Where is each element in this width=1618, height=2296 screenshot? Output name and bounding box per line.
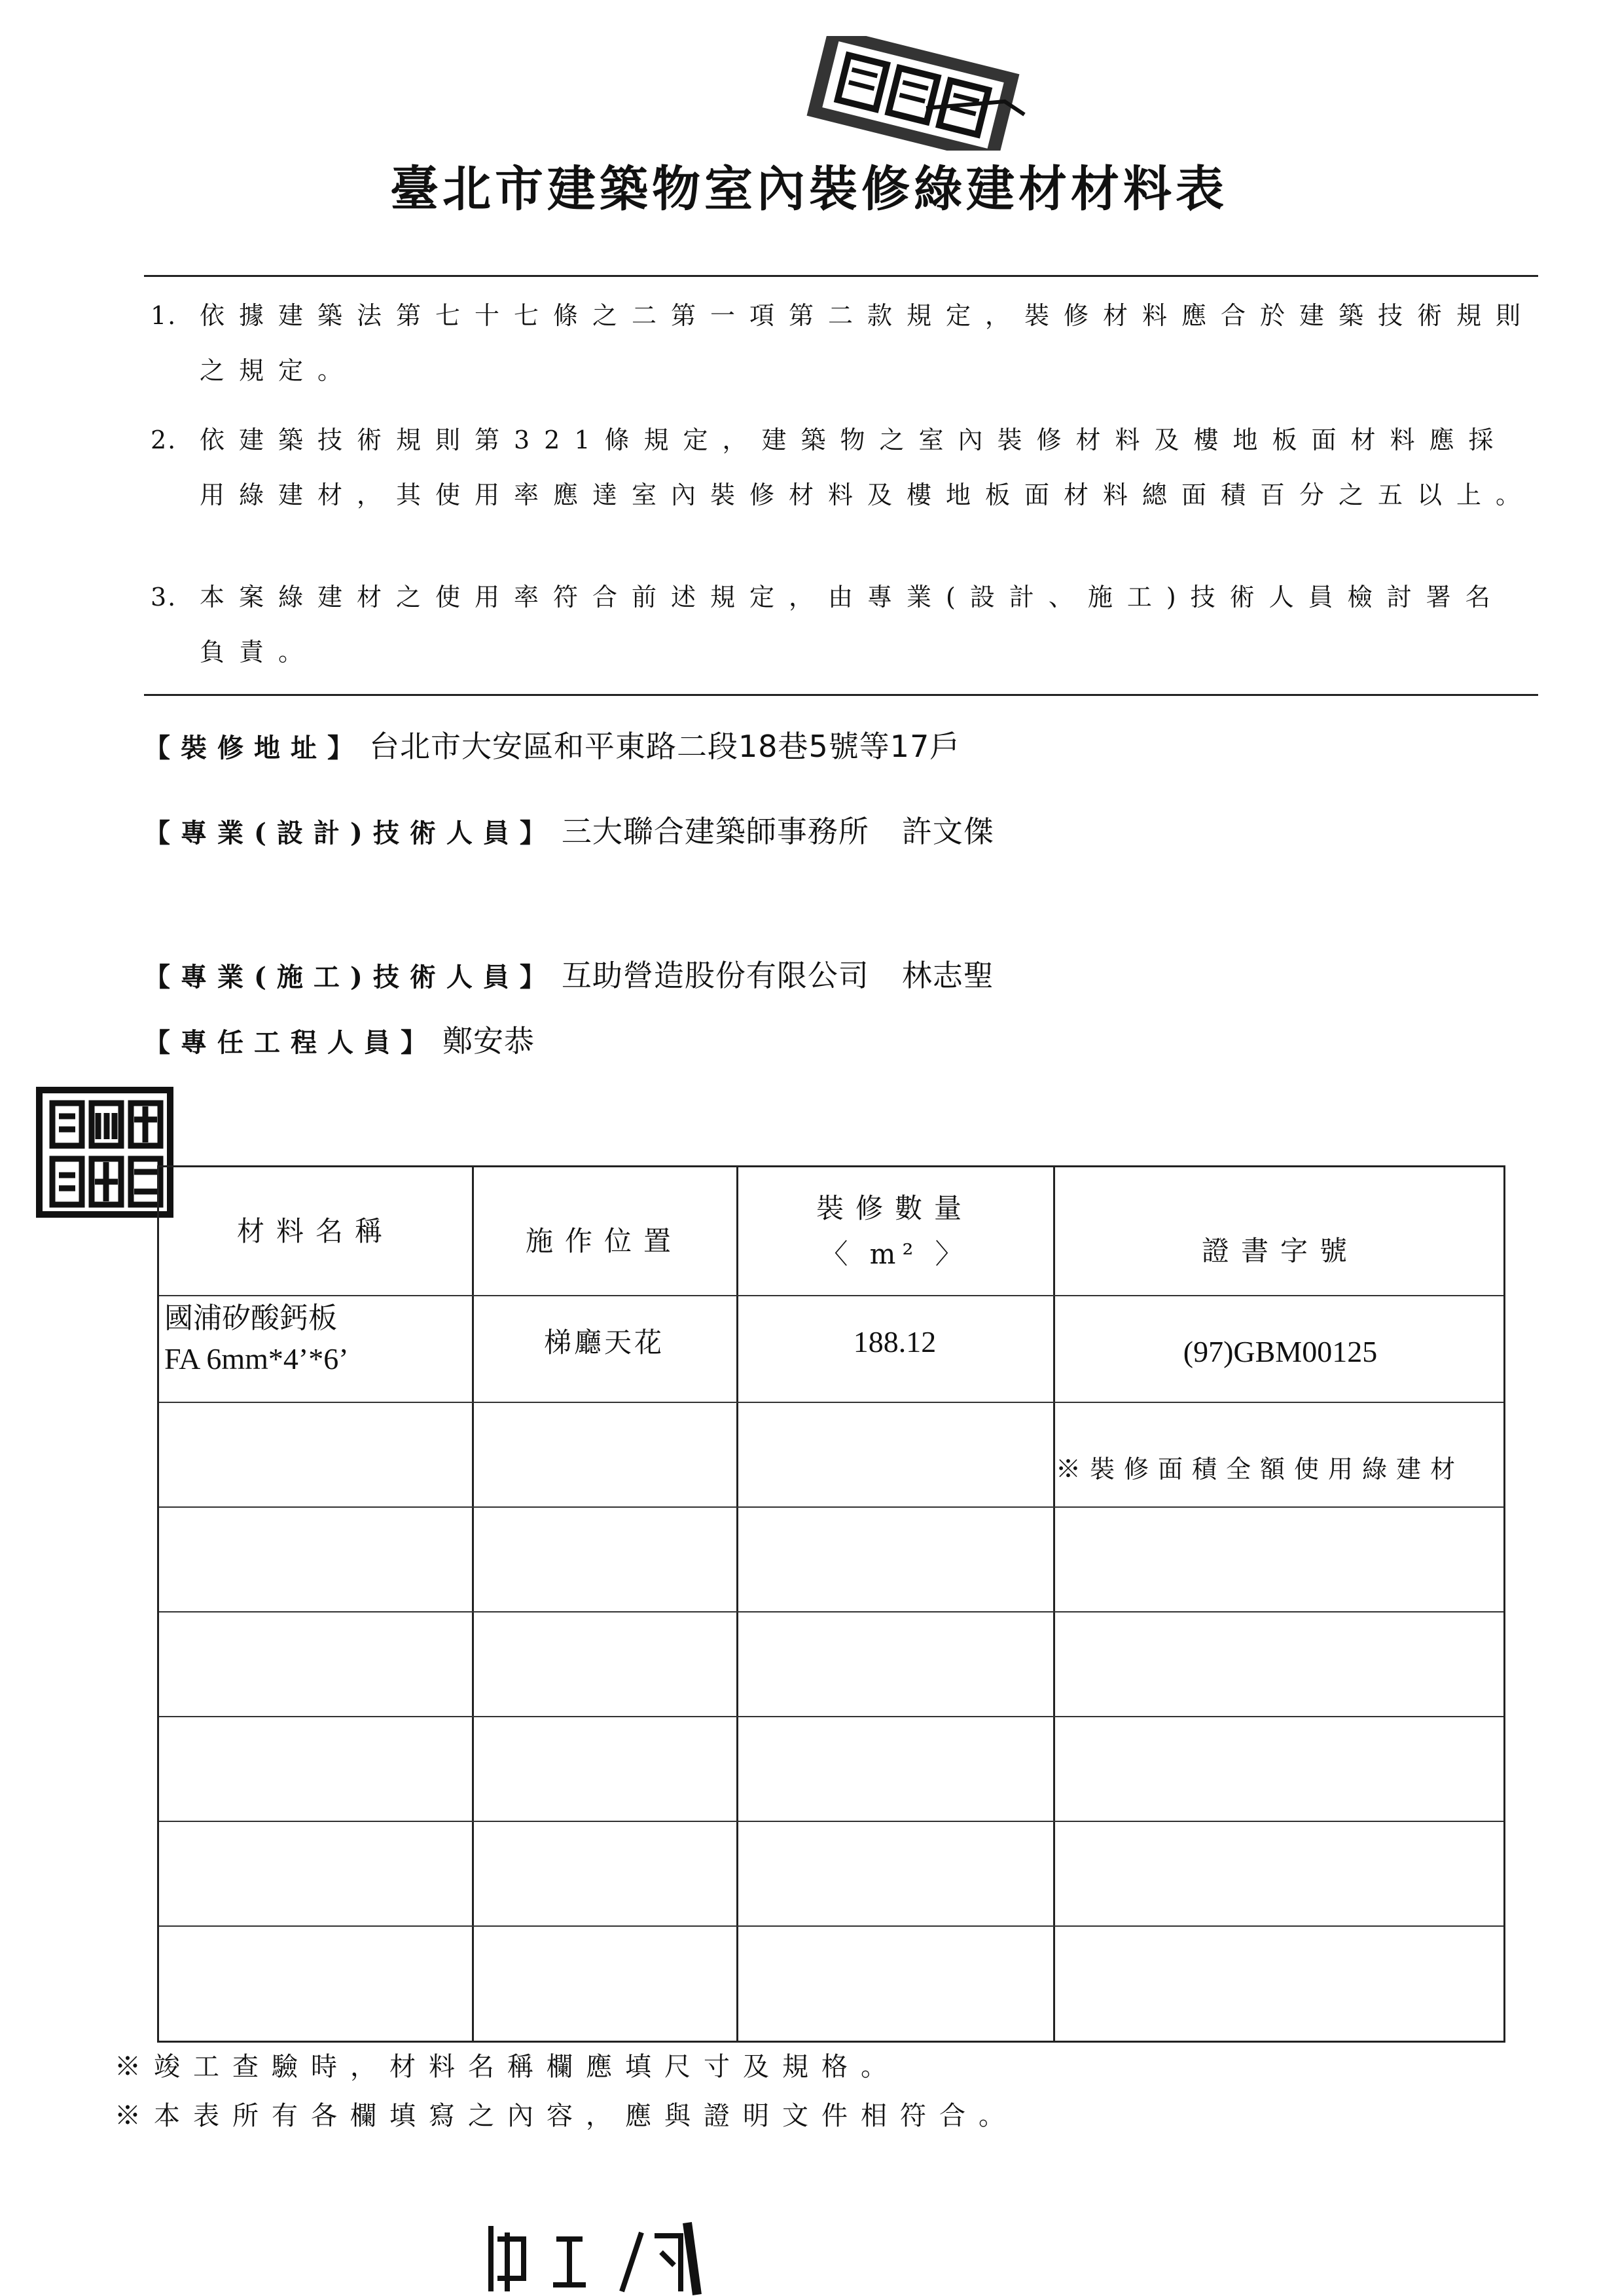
location-cell: 梯廳天花 xyxy=(543,1326,664,1358)
designer-firm: 三大聯合建築師事務所 xyxy=(561,814,869,849)
bottom-stamp xyxy=(471,2213,733,2296)
designer-label: 【專業(設計)技術人員】 xyxy=(144,818,556,848)
table-row xyxy=(164,1298,472,1379)
clause-3 xyxy=(151,570,1538,681)
address-label: 【裝修地址】 xyxy=(144,733,364,763)
constructor-company: 互助營造股份有限公司 xyxy=(561,958,869,993)
designer-name: 許文傑 xyxy=(901,814,994,849)
row-divider xyxy=(159,1925,1503,1927)
header-material: 材料名稱 xyxy=(236,1215,394,1247)
address-field xyxy=(144,727,960,768)
side-seal xyxy=(36,1087,173,1218)
clause-number: 1. xyxy=(151,301,177,330)
clause-text: 本案綠建材之使用率符合前述規定，由專業(設計、施工)技術人員檢討署名負責。 xyxy=(200,583,1505,666)
header-quantity: 裝修數量 xyxy=(816,1192,973,1224)
row-divider xyxy=(159,1611,1503,1613)
clause-number: 3. xyxy=(151,583,177,611)
clause-2 xyxy=(151,412,1538,576)
row-divider xyxy=(159,1506,1503,1508)
top-divider xyxy=(144,275,1538,277)
constructor-label: 【專業(施工)技術人員】 xyxy=(144,962,556,993)
column-divider xyxy=(736,1167,738,2041)
material-spec: FA 6mm*4’*6’ xyxy=(164,1342,349,1376)
designer-field xyxy=(144,812,994,853)
footnote-2: ※本表所有各欄填寫之內容，應與證明文件相符合。 xyxy=(115,2101,1018,2131)
clause-text: 依據建築法第七十七條之二第一項第二款規定，裝修材料應合於建築技術規則之規定。 xyxy=(200,301,1536,385)
row-divider xyxy=(159,1716,1503,1717)
bottom-divider xyxy=(144,694,1538,696)
constructor-field xyxy=(144,956,994,997)
header-certificate: 證書字號 xyxy=(1201,1235,1359,1267)
column-divider xyxy=(472,1167,474,2041)
quantity-cell: 188.12 xyxy=(853,1325,937,1358)
address-value: 台北市大安區和平東路二段18巷5號等17戶 xyxy=(369,729,961,764)
row-divider xyxy=(159,1821,1503,1822)
clause-text: 依建築技術規則第321條規定，建築物之室內裝修材料及樓地板面材料應採用綠建材，其使用率應達室內裝修材料及樓地板面材料總面積百分之五以上。 xyxy=(200,426,1536,509)
material-table xyxy=(157,1165,1505,2043)
clause-1 xyxy=(151,288,1538,399)
footnote-1: ※竣工查驗時，材料名稱欄應填尺寸及規格。 xyxy=(115,2052,900,2082)
row-divider xyxy=(159,1295,1503,1296)
material-name: 國浦矽酸鈣板 xyxy=(164,1302,337,1335)
page-title: 臺北市建築物室內裝修綠建材材料表 xyxy=(390,161,1228,217)
header-quantity-unit: 〈 m² 〉 xyxy=(820,1238,969,1270)
column-divider xyxy=(1053,1167,1055,2041)
table-note: ※裝修面積全額使用綠建材 xyxy=(1056,1455,1465,1484)
constructor-name: 林志聖 xyxy=(901,958,994,993)
certificate-cell: (97)GBM00125 xyxy=(1183,1335,1378,1368)
header-location: 施作位置 xyxy=(525,1225,683,1257)
engineer-label: 【專任工程人員】 xyxy=(144,1027,437,1058)
engineer-field xyxy=(144,1021,535,1063)
clause-number: 2. xyxy=(151,426,177,454)
row-divider xyxy=(159,1402,1503,1403)
engineer-name: 鄭安恭 xyxy=(442,1023,535,1059)
top-stamp xyxy=(795,36,1031,151)
